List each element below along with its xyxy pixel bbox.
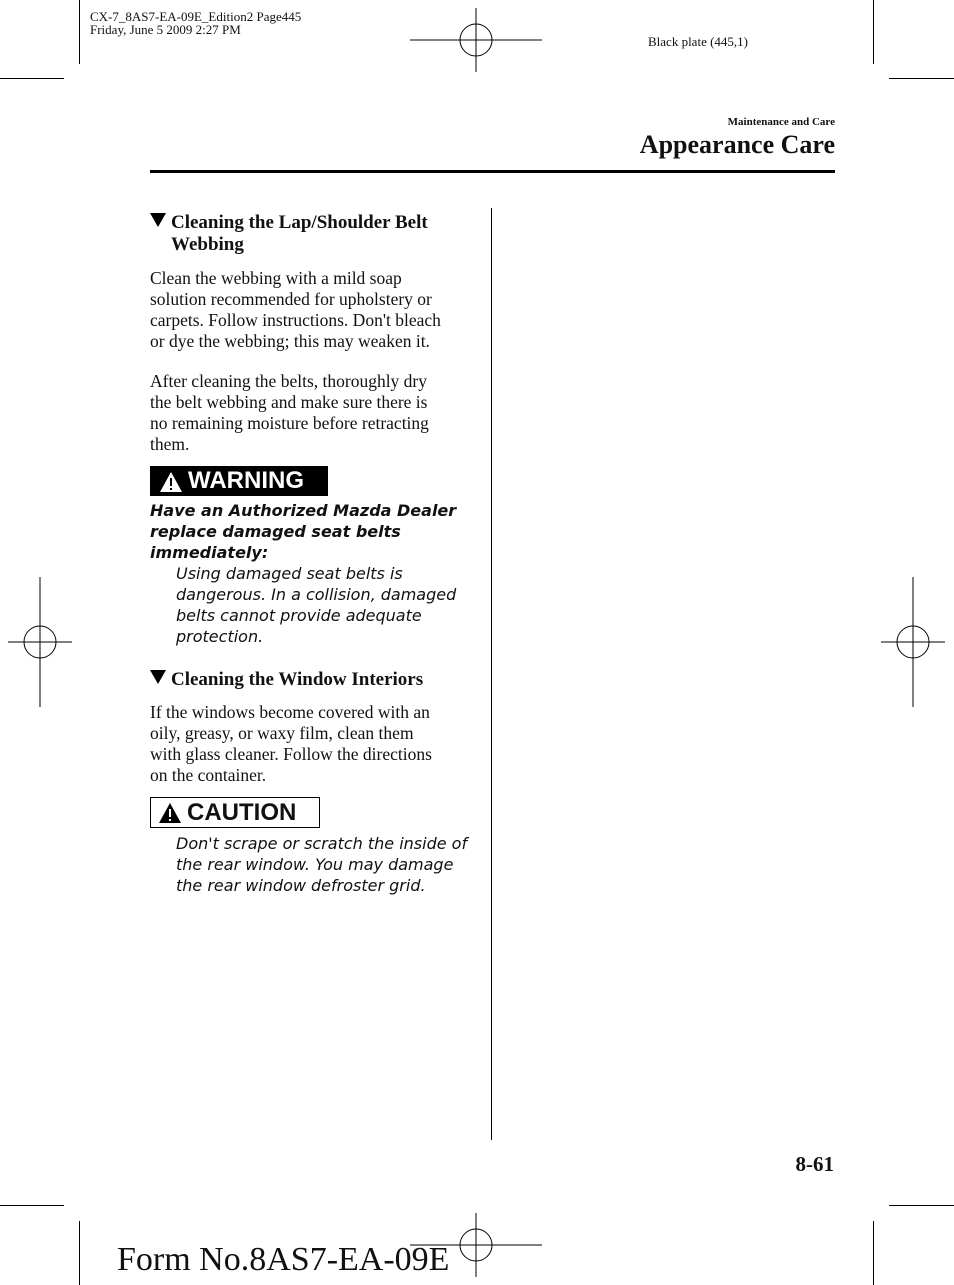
page-title: Appearance Care <box>639 130 835 159</box>
window-heading <box>150 669 480 691</box>
form-number: Form No.8AS7-EA-09E <box>117 1241 450 1278</box>
column-divider <box>491 208 492 1140</box>
text-line: oily, greasy, or waxy film, clean them <box>150 723 414 743</box>
text-line: Don't scrape or scratch the inside of <box>176 834 468 853</box>
belt-paragraph-2 <box>150 371 480 455</box>
text-line: After cleaning the belts, thoroughly dry <box>150 371 428 391</box>
text-line: or dye the webbing; this may weaken it. <box>150 331 430 351</box>
caution-label: CAUTION <box>187 799 297 826</box>
triangle-bullet-icon <box>150 670 166 684</box>
text-line: no remaining moisture before retracting <box>150 413 429 433</box>
text-line: the belt webbing and make sure there is <box>150 392 428 412</box>
title-rule <box>150 170 835 173</box>
crop-mark <box>873 1221 874 1285</box>
print-header-line2: Friday, June 5 2009 2:27 PM <box>90 22 241 37</box>
registration-mark <box>881 577 945 707</box>
text-line: on the container. <box>150 765 267 785</box>
chapter-label: Maintenance and Care <box>727 116 835 128</box>
caution-badge <box>150 797 320 828</box>
text-line: Using damaged seat belts is <box>176 564 403 583</box>
crop-mark <box>0 1205 64 1206</box>
text-line: dangerous. In a collision, damaged <box>176 585 457 604</box>
caution-text <box>176 833 486 896</box>
page-number: 8-61 <box>795 1152 834 1176</box>
registration-mark <box>8 577 72 707</box>
triangle-bullet-icon <box>150 213 166 227</box>
crop-mark <box>79 0 80 64</box>
belt-paragraph-1 <box>150 268 480 352</box>
warning-label: WARNING <box>188 467 304 494</box>
window-heading-text: Cleaning the Window Interiors <box>171 669 424 690</box>
text-line: belts cannot provide adequate <box>176 606 422 625</box>
text-line: protection. <box>176 627 264 646</box>
crop-mark <box>79 1221 80 1285</box>
text-line: If the windows become covered with an <box>150 702 430 722</box>
text-line: the rear window. You may damage <box>176 855 454 874</box>
text-line: replace damaged seat belts <box>150 522 401 541</box>
print-header-line1: CX-7_8AS7-EA-09E_Edition2 Page445 <box>90 9 302 24</box>
text-line: immediately: <box>150 543 269 562</box>
text-line: Have an Authorized Mazda Dealer <box>150 501 457 520</box>
text-line: carpets. Follow instructions. Don't bleach <box>150 310 441 330</box>
crop-mark <box>873 0 874 64</box>
text-line: with glass cleaner. Follow the directions <box>150 744 432 764</box>
belt-heading <box>150 212 470 256</box>
text-line: the rear window defroster grid. <box>176 876 426 895</box>
belt-heading-line2: Webbing <box>171 234 244 255</box>
crop-mark <box>889 78 954 79</box>
text-line: solution recommended for upholstery or <box>150 289 432 309</box>
warning-icon <box>159 471 183 493</box>
caution-icon <box>158 802 182 824</box>
belt-heading-line1: Cleaning the Lap/Shoulder Belt <box>171 212 428 233</box>
plate-label: Black plate (445,1) <box>648 34 748 49</box>
text-line: Clean the webbing with a mild soap <box>150 268 402 288</box>
warning-bold-text <box>150 500 480 563</box>
crop-mark <box>889 1205 954 1206</box>
text-line: them. <box>150 434 190 454</box>
window-paragraph <box>150 702 480 786</box>
crop-mark <box>0 78 64 79</box>
warning-badge <box>150 466 328 496</box>
registration-mark <box>410 8 542 72</box>
warning-detail-text <box>176 563 486 647</box>
